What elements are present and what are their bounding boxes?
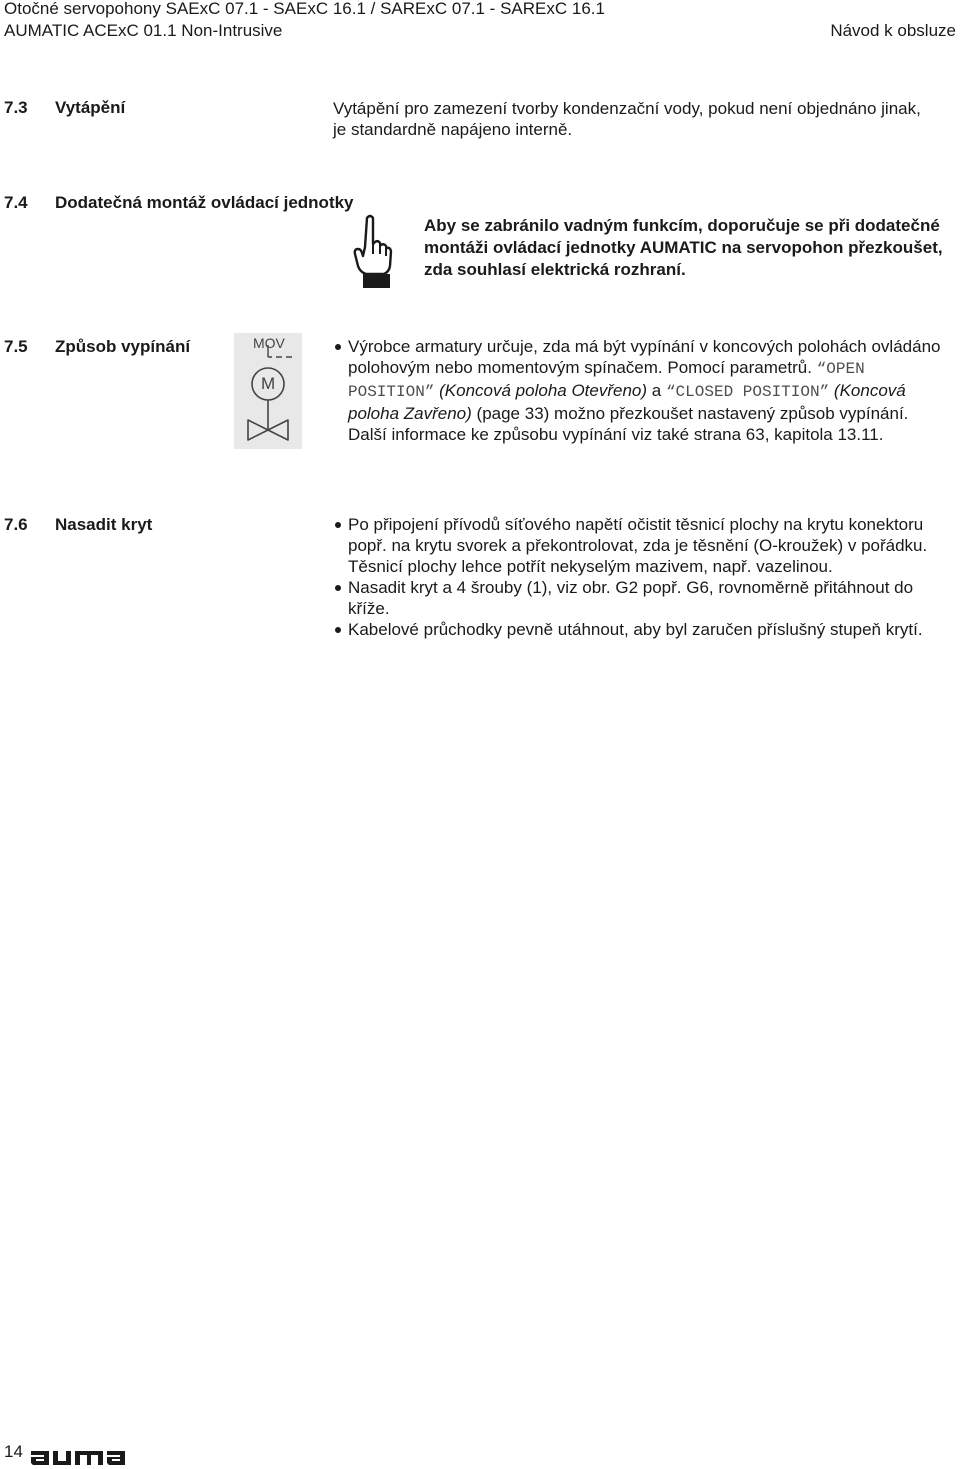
section-7-3-title: Vytápění xyxy=(55,98,126,117)
valve-actuator-symbol xyxy=(234,333,302,449)
header-subtitle: AUMATIC ACExC 01.1 Non-Intrusive xyxy=(4,21,283,40)
section-7-6-title: Nasadit kryt xyxy=(55,515,153,534)
section-7-6-number: 7.6 xyxy=(4,515,28,534)
section-7-5-number: 7.5 xyxy=(4,337,28,356)
param-closed-position: “CLOSED POSITION” xyxy=(665,383,830,401)
section-7-5-title: Způsob vypínání xyxy=(55,337,191,356)
page-number: 14 xyxy=(4,1442,23,1461)
list-item: Nasadit kryt a 4 šrouby (1), viz obr. G2 popř. G6, rovnoměrně přitáhnout do kříže. xyxy=(333,577,948,619)
pointing-hand-icon xyxy=(352,214,394,290)
mov-label: MOV xyxy=(253,335,285,351)
motor-label: M xyxy=(261,374,276,393)
list-item: Kabelové průchodky pevně utáhnout, aby byl zaručen příslušný stupeň krytí. xyxy=(333,619,948,640)
header-title: Otočné servopohony SAExC 07.1 - SAExC 16.1 / SARExC 07.1 - SARExC 16.1 xyxy=(4,0,605,18)
section-7-5-list xyxy=(333,336,948,445)
list-item: Po připojení přívodů síťového napětí očistit těsnicí plochy na krytu konektoru popř. na krytu svorek a překontrolovat, zda je těsnění (O-kroužek) v pořádku. Těsnicí plochy lehce potřít nekyselým mazivem, např. vazelinou. xyxy=(333,514,948,577)
section-7-4-number: 7.4 xyxy=(4,193,28,212)
section-7-6-list xyxy=(333,514,948,640)
param-open-position: “OPEN POSITION” xyxy=(348,360,865,401)
list-item: Výrobce armatury určuje, zda má být vypínání v koncových polohách ovládáno polohovým nebo momentovým spínačem. Pomocí parametrů. “OPEN POSITION” (Koncová poloha Otevřeno) a “CLOSED POSITION” (Koncová poloha Zavřeno) (page 33) možno přezkoušet nastavený způsob vypínání. Další informace ke způsobu vypínání viz také strana 63, kapitola 13.11. xyxy=(333,336,948,445)
header-doc-type: Návod k obsluze xyxy=(830,21,956,40)
section-7-4-note: Aby se zabránilo vadným funkcím, doporučuje se při dodatečné montáži ovládací jednotky AUMATIC na servopohon přezkoušet, zda souhlasí elektrická rozhraní. xyxy=(424,216,943,279)
section-7-3-text: Vytápění pro zamezení tvorby kondenzační vody, pokud není objednáno jinak, je standardně napájeno interně. xyxy=(333,99,921,139)
auma-logo xyxy=(29,1445,129,1467)
section-7-4-title: Dodatečná montáž ovládací jednotky xyxy=(55,193,354,212)
section-7-3-number: 7.3 xyxy=(4,98,28,117)
